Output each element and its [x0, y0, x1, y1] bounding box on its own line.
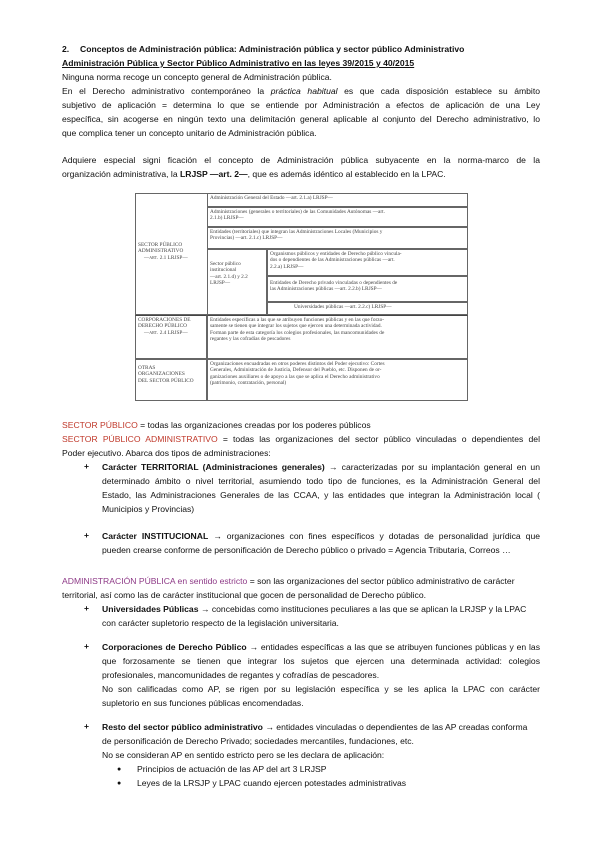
table-cell-sector-publico: SECTOR PÚBLICO ADMINISTRATIVO —art. 2.1 LRJSP— — [135, 193, 207, 315]
definition-line: Poder ejecutivo. Abarca dos tipos de administraciones: — [62, 448, 271, 458]
list-item-line: Estado, las Administraciones Generales de las CCAA, y las entidades que integran la Administración local ( — [102, 490, 540, 500]
table-cell-local: Entidades (territoriales) que integran las Administraciones Locales (Municipios y Provincias) —art. 2.1.c) LRJSP— — [207, 227, 468, 249]
table-cell-universidades: Universidades públicas —art. 2.2.c) LRJSP— — [267, 302, 468, 315]
definition-line: territorial, así como las de carácter institucional que gocen de personalidad de Derecho público. — [62, 590, 427, 600]
section-number: 2. — [62, 44, 70, 54]
plus-bullet-icon: + — [84, 530, 90, 540]
plus-bullet-icon: + — [84, 641, 90, 651]
section-subtitle: Administración Pública y Sector Público Administrativo en las leyes 39/2015 y 40/2015 — [62, 58, 415, 68]
sub-list-item: Leyes de la LRSJP y LPAC cuando ejercen potestades administrativas — [137, 778, 407, 788]
sub-list-item: Principios de actuación de las AP del art 3 LRJSP — [137, 764, 327, 774]
table-cell-institucional: Sector público institucional —art. 2.1.d) y 2.2 LRJSP— — [207, 249, 267, 315]
list-item-line: determinado ámbito o nivel territorial, asumiendo todo tipo de funciones, es la Administración General del — [102, 476, 540, 486]
dot-bullet-icon: ● — [117, 766, 122, 773]
intro-paragraph-line: subjetivo de aplicación = determina lo que se entiende por Administración a efectos de aplicación de una Ley — [62, 100, 540, 110]
intro-paragraph-line: Adquiere especial signi ficación el concepto de Administración pública subyacente en la norma-marco de la — [62, 155, 540, 165]
sector-publico-administrativo-label: SECTOR PÚBLICO ADMINISTRATIVO — [62, 434, 218, 444]
intro-paragraph-line: que complica tener un concepto unitario de Administración pública. — [62, 128, 317, 138]
dot-bullet-icon: ● — [117, 780, 122, 787]
table-cell-corporaciones-text: Entidades específicas a las que se atribuyen funciones públicas y en las que forzo- samente se tienen que integrar los sujetos que ejercen una determinada actividad. Forman parte de esta categoría los colegios profesionales, las mancomunidades de regantes y las cofradías de pescadores — [207, 315, 468, 359]
list-item-line: Municipios y Provincias) — [102, 504, 195, 514]
table-cell-org-publicos: Organismos públicos y entidades de Derecho público vincula- dos o dependientes de las Administraciones públicas —art. 2.2.a) LRJSP— — [267, 249, 468, 276]
list-item-line: No se consideran AP en sentido estricto pero se les declara de aplicación: — [102, 750, 385, 760]
list-item-line: profesionales, mancomunidades de regantes y cofradías de pescadores. — [102, 670, 380, 680]
list-item-line: Resto del sector público administrativo → entidades vinculadas o dependientes de las AP creadas conforma — [102, 722, 528, 732]
table-cell-ent-privado: Entidades de Derecho privado vinculadas o dependientes de las Administraciones públicas —art. 2.2.b) LRJSP— — [267, 276, 468, 302]
definition-line: ADMINISTRACIÓN PÚBLICA en sentido estricto = son las organizaciones del sector público administrativo de carácter — [62, 576, 515, 586]
definition-line: SECTOR PÚBLICO ADMINISTRATIVO = todas las organizaciones del sector público vinculadas o dependientes del — [62, 434, 540, 444]
sector-publico-label: SECTOR PÚBLICO — [62, 420, 138, 430]
list-item-line: Corporaciones de Derecho Público → entidades específicas a las que se atribuyen funciones públicas y en las — [102, 642, 540, 652]
administracion-publica-label: ADMINISTRACIÓN PÚBLICA en sentido estricto — [62, 576, 248, 586]
section-title: Conceptos de Administración pública: Administración pública y sector público Administrativo — [80, 44, 465, 54]
list-item-line: Carácter INSTITUCIONAL → organizaciones con fines específicos y dotadas de personalidad jurídica que — [102, 531, 541, 541]
list-item-line: con carácter supletorio respecto de la legislación universitaria. — [102, 618, 339, 628]
list-item-line: pueden crearse conforme de personificación de Derecho público o privado = Agencia Tributaria, Correos … — [102, 545, 511, 555]
list-item-line: Carácter TERRITORIAL (Administraciones generales) → caracterizadas por su implantación general en un — [102, 462, 540, 472]
public-sector-table — [135, 193, 468, 401]
intro-paragraph-line: organización administrativa, la LRJSP —art. 2—, que es además idéntico al establecido en la LPAC. — [62, 169, 446, 179]
list-item-line: Universidades Públicas → concebidas como instituciones peculiares a las que se aplican la LRJSP y la LPAC — [102, 604, 527, 614]
definition-line: SECTOR PÚBLICO = todas las organizaciones creadas por los poderes públicos — [62, 420, 371, 430]
table-cell-otras: OTRAS ORGANIZACIONES DEL SECTOR PÚBLICO — [135, 359, 207, 401]
table-cell-age: Administración General del Estado —art. 2.1.a) LRJSP— — [207, 193, 468, 207]
intro-line: Ninguna norma recoge un concepto general de Administración pública. — [62, 72, 332, 82]
table-cell-corporaciones: CORPORACIONES DE DERECHO PÚBLICO —art. 2.4 LRJSP— — [135, 315, 207, 359]
intro-paragraph-line: En el Derecho administrativo contemporáneo la práctica habitual es que cada disposición establece su ámbito — [62, 86, 540, 96]
list-item-line: supletorio en sus funciones públicas encomendadas. — [102, 698, 304, 708]
plus-bullet-icon: + — [84, 603, 90, 613]
table-cell-ccaa: Administraciones (generales o territoriales) de las Comunidades Autónomas —art. 2.1.b) LRJSP— — [207, 207, 468, 227]
list-item-line: No son calificadas como AP, se rigen por su legislación específica y se les aplica la LPAC con carácter — [102, 684, 540, 694]
plus-bullet-icon: + — [84, 721, 90, 731]
plus-bullet-icon: + — [84, 461, 90, 471]
intro-paragraph-line: específica, sin acogerse en ningún texto una delimitación general aplicable al conjunto del Derecho administrativo, lo — [62, 114, 540, 124]
list-item-line: que forzosamente se tienen que integrar los sujetos que ejercen una determinada actividad: colegios — [102, 656, 540, 666]
table-cell-otras-text: Organizaciones encuadradas en otros poderes distintos del Poder ejecutivo: Cortes Generales, Administración de Justicia, Defensor del Pueblo, etc. Disponen de or- ganizaciones auxiliares o de apoyo a las que se aplica el Derecho administrativo (patrimonio, contratación, personal) — [207, 359, 468, 401]
list-item-line: de personificación de Derecho Privado; sociedades mercantiles, fundaciones, etc. — [102, 736, 414, 746]
